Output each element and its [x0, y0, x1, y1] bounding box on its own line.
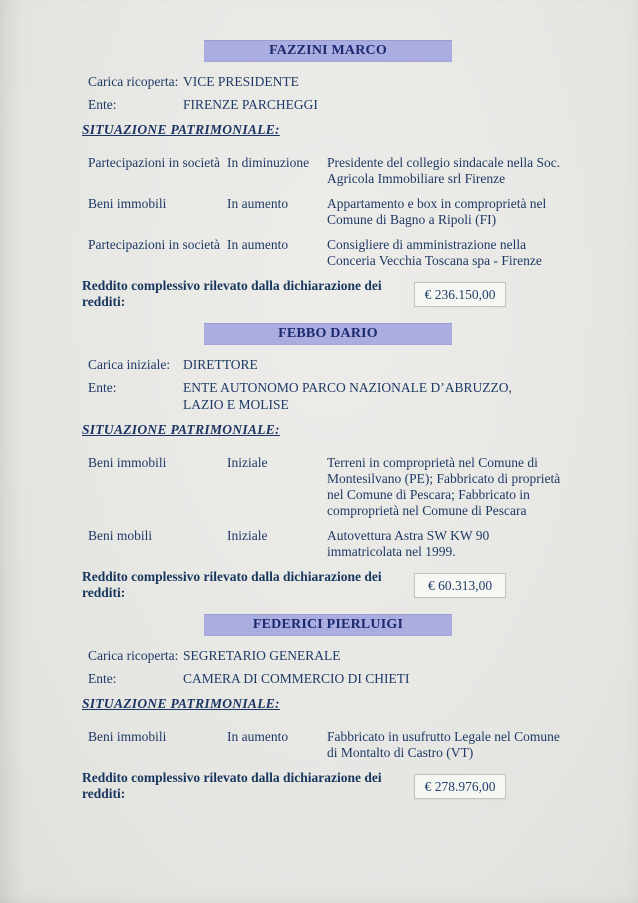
asset-description: Presidente del collegio sindacale nella Soc. Agricola Immobiliare srl Firenze	[327, 155, 561, 186]
ente-label: Ente:	[88, 671, 117, 686]
role-value: VICE PRESIDENTE	[183, 74, 299, 89]
ente-row	[82, 379, 560, 413]
official-section	[82, 323, 560, 601]
asset-category: Beni mobili	[88, 528, 153, 543]
official-name-band	[204, 323, 452, 345]
role-label: Carica ricoperta:	[88, 74, 179, 89]
asset-category: Beni immobili	[88, 729, 167, 744]
role-label: Carica iniziale:	[88, 357, 171, 372]
asset-category: Beni immobili	[88, 196, 167, 211]
role-row	[82, 73, 560, 90]
reddito-row	[82, 569, 560, 601]
reddito-label: Reddito complessivo rilevato dalla dichiarazione dei redditi:	[82, 569, 382, 600]
asset-change: In aumento	[227, 196, 289, 211]
ente-row	[82, 670, 560, 687]
reddito-label: Reddito complessivo rilevato dalla dichiarazione dei redditi:	[82, 770, 382, 801]
situazione-patrimoniale-heading: SITUAZIONE PATRIMONIALE:	[82, 122, 280, 137]
asset-category: Partecipazioni in società	[88, 155, 220, 170]
role-value: DIRETTORE	[183, 357, 258, 372]
ente-value: ENTE AUTONOMO PARCO NAZIONALE D’ABRUZZO, LAZIO E MOLISE	[183, 380, 512, 412]
asset-description: Autovettura Astra SW KW 90 immatricolata nel 1999.	[327, 528, 490, 559]
official-section	[82, 614, 560, 802]
reddito-value-box: € 60.313,00	[414, 573, 506, 598]
ente-label: Ente:	[88, 97, 117, 112]
asset-row	[82, 155, 560, 187]
official-name: FAZZINI MARCO	[269, 43, 387, 58]
asset-change: Iniziale	[227, 455, 268, 470]
asset-description: Appartamento e box in comproprietà nel Comune di Bagno a Ripoli (FI)	[327, 196, 547, 227]
asset-row	[82, 729, 560, 761]
asset-category: Beni immobili	[88, 455, 167, 470]
reddito-value-box: € 236.150,00	[414, 282, 506, 307]
asset-rows	[82, 155, 560, 269]
ente-value: FIRENZE PARCHEGGI	[183, 97, 318, 112]
role-row	[82, 356, 560, 373]
official-name-band	[204, 614, 452, 636]
official-section	[82, 40, 560, 310]
reddito-value-box: € 278.976,00	[414, 774, 506, 799]
ente-value: CAMERA DI COMMERCIO DI CHIETI	[183, 671, 410, 686]
asset-description: Terreni in comproprietà nel Comune di Montesilvano (PE); Fabbricato di proprietà nel Comune di Pescara; Fabbricato in comproprietà nel Comune di Pescara	[327, 455, 561, 518]
asset-change: In diminuzione	[227, 155, 310, 170]
asset-change: Iniziale	[227, 528, 268, 543]
role-label: Carica ricoperta:	[88, 648, 179, 663]
asset-rows	[82, 455, 560, 560]
asset-row	[82, 528, 560, 560]
reddito-row	[82, 770, 560, 802]
reddito-row	[82, 278, 560, 310]
asset-row	[82, 237, 560, 269]
situazione-patrimoniale-heading: SITUAZIONE PATRIMONIALE:	[82, 422, 280, 437]
official-name: FEDERICI PIERLUIGI	[252, 617, 404, 632]
asset-description: Consigliere di amministrazione nella Conceria Vecchia Toscana spa - Firenze	[327, 237, 542, 268]
official-name-band	[204, 40, 452, 62]
officials-list	[82, 0, 560, 802]
ente-label: Ente:	[88, 380, 117, 395]
reddito-label: Reddito complessivo rilevato dalla dichiarazione dei redditi:	[82, 278, 382, 309]
official-name: FEBBO DARIO	[278, 326, 378, 341]
role-value: SEGRETARIO GENERALE	[183, 648, 341, 663]
asset-change: In aumento	[227, 237, 289, 252]
asset-rows	[82, 729, 560, 761]
role-row	[82, 647, 560, 664]
asset-description: Fabbricato in usufrutto Legale nel Comune di Montalto di Castro (VT)	[327, 729, 560, 760]
asset-row	[82, 455, 560, 519]
ente-row	[82, 96, 560, 113]
asset-change: In aumento	[227, 729, 289, 744]
asset-row	[82, 196, 560, 228]
asset-category: Partecipazioni in società	[88, 237, 220, 252]
situazione-patrimoniale-heading: SITUAZIONE PATRIMONIALE:	[82, 696, 280, 711]
